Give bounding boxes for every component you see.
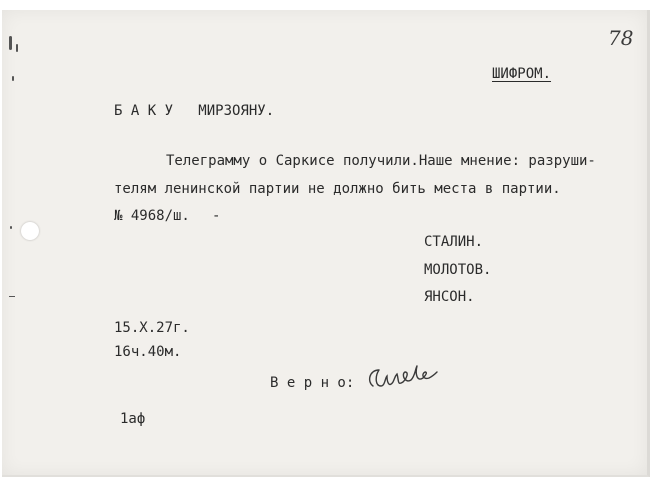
- signatory-2: МОЛОТОВ.: [424, 262, 492, 278]
- addressee: Б А К У МИРЗОЯНУ.: [114, 103, 275, 119]
- margin-mark: [12, 76, 14, 81]
- paper-sheet: [2, 10, 650, 477]
- signatory-1: СТАЛИН.: [424, 234, 484, 250]
- cipher-marking: ШИФРОМ.: [492, 66, 552, 82]
- time: 16ч.40м.: [114, 344, 182, 360]
- margin-mark: [16, 44, 18, 52]
- body-line-2: телям ленинской партии не должно бить места в партии.: [114, 181, 561, 197]
- telegram-number: № 4968/ш.: [114, 208, 190, 224]
- margin-mark: [9, 36, 12, 50]
- margin-mark: [10, 226, 12, 229]
- date: 15.Х.27г.: [114, 320, 190, 336]
- certification-label: В е р н о:: [270, 375, 355, 391]
- signatory-3: ЯНСОН.: [424, 289, 475, 305]
- margin-mark: [9, 296, 15, 297]
- body-line-1: Телеграмму о Саркисе получили.Наше мнение: разруши-: [166, 153, 596, 169]
- footer-code: 1аф: [120, 411, 146, 427]
- signature: [365, 364, 445, 399]
- punch-hole: [21, 222, 39, 240]
- page-number: 78: [608, 26, 634, 50]
- number-trail-mark: -: [212, 208, 221, 224]
